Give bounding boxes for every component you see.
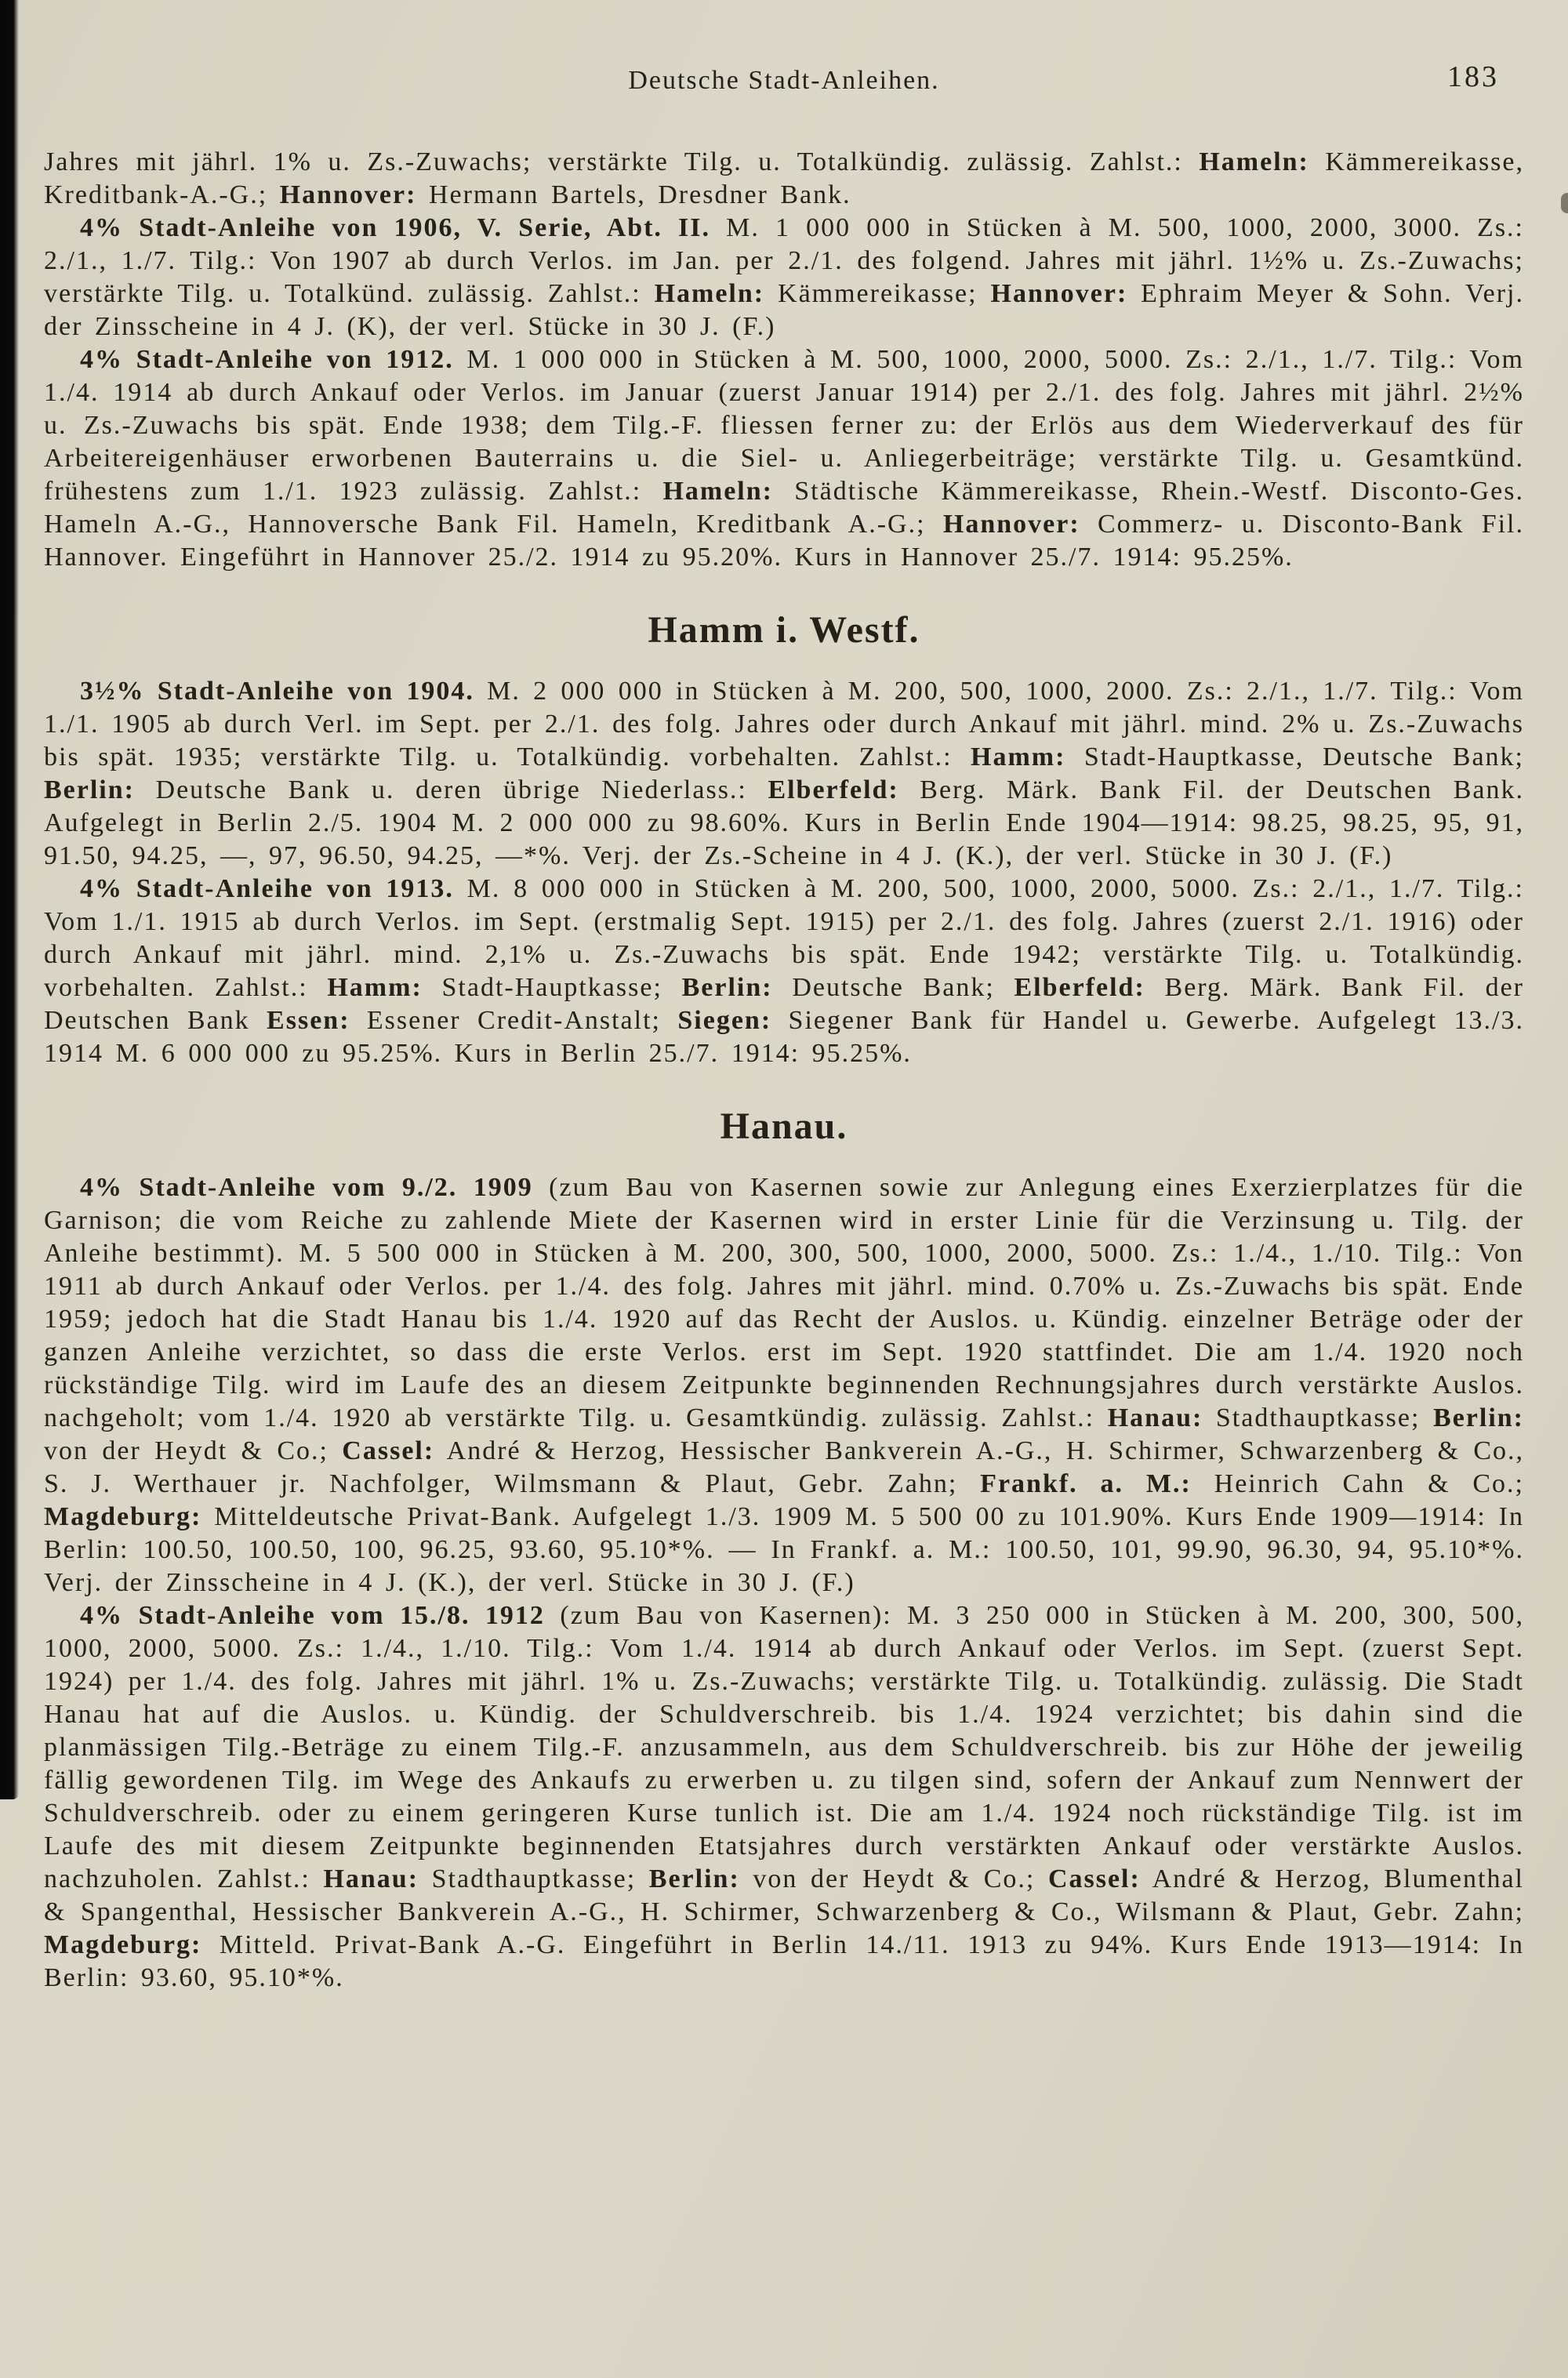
bold-text: Hameln: [662, 477, 773, 506]
heading-hanau: Hanau. [720, 1105, 848, 1147]
scan-speck-artifact [1561, 193, 1568, 213]
text-run: Commerz- u. Disconto-Bank Fil. Hannover. Eingeführt in Hannover 25./2. 1914 zu 95.20%. Kurs in Hannover 25./7. 1914: 95.25%. [44, 510, 1524, 572]
paragraph [44, 212, 1524, 343]
paragraph [44, 343, 1524, 574]
bold-text: Elberfeld: [1014, 973, 1145, 1002]
section-hameln-continued [44, 146, 1524, 574]
scan-edge-artifact [0, 0, 19, 1799]
text-run: Stadt-Hauptkasse, Deutsche Bank; [1065, 742, 1524, 771]
bold-text: Hamm: [971, 742, 1066, 771]
text-run: Siegener Bank für Handel u. Gewerbe. Aufgelegt 13./3. 1914 M. 6 000 000 zu 95.25%. Kurs in Berlin 25./7. 1914: 95.25%. [44, 1006, 1524, 1068]
bold-text: Siegen: [677, 1006, 772, 1035]
bold-text: Hameln: [654, 279, 765, 308]
bold-text: 4% Stadt-Anleihe vom 15./8. 1912 [80, 1601, 545, 1630]
paragraph [44, 1171, 1524, 1599]
text-run: Städtische Kämmereikasse, Rhein.-Westf. Disconto-Ges. Hameln A.-G., Hannoversche Bank Fil. Hameln, Kreditbank A.-G.; [44, 477, 1524, 539]
bold-text: 4% Stadt-Anleihe von 1913. [80, 874, 454, 903]
text-run: André & Herzog, Blumenthal & Spangenthal, Hessischer Bankverein A.-G., H. Schirmer, Schwarzenberg & Co., Wilsmann & Plaut, Gebr. Zahn; [44, 1864, 1524, 1926]
bold-text: 3½% Stadt-Anleihe von 1904. [80, 677, 474, 706]
text-run: Deutsche Bank; [772, 973, 1014, 1002]
text-run: M. 2 000 000 in Stücken à M. 200, 500, 1000, 2000. Zs.: 2./1., 1./7. Tilg.: Vom 1./1. 1905 ab durch Verl. im Sept. per 2./1. des folg. Jahres oder durch Ankauf mit jährl. mind. 2% u. Zs.-Zuwachs bis spät. 1935; verstärkte Tilg. u. Totalkündig. vorbehalten. Zahlst.: [44, 677, 1524, 771]
bold-text: Hannover: [942, 510, 1080, 539]
text-run: Stadthauptkasse; [1203, 1403, 1434, 1432]
text-run: von der Heydt & Co.; [739, 1864, 1048, 1893]
bold-text: Frankf. a. M.: [980, 1469, 1192, 1498]
running-title: Deutsche Stadt-Anleihen. [628, 66, 940, 95]
section-hamm [44, 608, 1524, 1070]
page-header [0, 0, 1568, 118]
bold-text: Hannover: [279, 180, 417, 209]
text-run: Deutsche Bank u. deren übrige Niederlass.: [134, 775, 768, 804]
bold-text: Hameln: [1199, 147, 1309, 176]
text-run: von der Heydt & Co.; [44, 1436, 343, 1465]
page-body [0, 118, 1568, 1995]
text-run: André & Herzog, Hessischer Bankverein A.-G., H. Schirmer, Schwarzenberg & Co., S. J. Werthauer jr. Nachfolger, Wilmsmann & Plaut, Gebr. Zahn; [44, 1436, 1524, 1498]
section-hanau [44, 1105, 1524, 1995]
bold-text: Magdeburg: [44, 1930, 202, 1959]
text-run: Stadt-Hauptkasse; [422, 973, 682, 1002]
bold-text: Berlin: [681, 973, 773, 1002]
text-run: M. 8 000 000 in Stücken à M. 200, 500, 1000, 2000, 5000. Zs.: 2./1., 1./7. Tilg.: Vom 1./1. 1915 ab durch Verlos. im Sept. (erstmalig Sept. 1915) per 2./1. des folg. Jahres (zuerst 2./1. 1916) oder durch Ankauf mit jährl. mind. 2,1% u. Zs.-Zuwachs bis spät. Ende 1942; verstärkte Tilg. u. Totalkündig. vorbehalten. Zahlst.: [44, 874, 1524, 1002]
bold-text: Berlin: [1433, 1403, 1524, 1432]
bold-text: Hanau: [1107, 1403, 1203, 1432]
bold-text: Hannover: [990, 279, 1128, 308]
text-run: Essener Credit-Anstalt; [350, 1006, 678, 1035]
bold-text: 4% Stadt-Anleihe von 1912. [80, 345, 454, 374]
text-run: Ephraim Meyer & Sohn. Verj. der Zinsscheine in 4 J. (K), der verl. Stücke in 30 J. (F.) [44, 279, 1525, 341]
bold-text: Hanau: [323, 1864, 419, 1893]
text-run: Mitteldeutsche Privat-Bank. Aufgelegt 1./3. 1909 M. 5 500 00 zu 101.90%. Kurs Ende 1909—1914: In Berlin: 100.50, 100.50, 100, 96.25, 93.60, 95.10*%. — In Frankf. a. M.: 100.50, 101, 99.90, 96.30, 94, 95.10*%. Verj. der Zinsscheine in 4 J. (K.), der verl. Stücke in 30 J. (F.) [44, 1502, 1524, 1597]
paragraph [44, 146, 1524, 212]
text-run: (zum Bau von Kasernen): M. 3 250 000 in Stücken à M. 200, 300, 500, 1000, 2000, 5000. Zs.: 1./4., 1./10. Tilg.: Vom 1./4. 1914 ab durch Ankauf oder Verlos. im Sept. (zuerst Sept. 1924) per 1./4. des folg. Jahres mit jährl. 1% u. Zs.-Zuwachs; verstärkte Tilg. u. Totalkündig. zulässig. Die Stadt Hanau hat auf die Auslos. u. Kündig. der Schuldverschreib. bis 1./4. 1924 verzichtet; bis dahin sind die planmässigen Tilg.-Beträge zu einem Tilg.-F. anzusammeln, aus dem Schuldverschreib. bis zur Höhe der jeweilig fällig gewordenen Tilg. im Wege des Ankaufs zu erwerben u. zu tilgen sind, sofern der Ankauf zum Nennwert der Schuldverschreib. oder zu einem geringeren Kurse tunlich ist. Die am 1./4. 1924 noch rückständige Tilg. ist im Laufe des mit diesem Zeitpunkte beginnenden Etatsjahres durch verstärkten Ankauf oder verstärkte Auslos. nachzuholen. Zahlst.: [44, 1601, 1524, 1893]
bold-text: Cassel: [342, 1436, 435, 1465]
paragraph [44, 675, 1524, 873]
bold-text: Essen: [267, 1006, 350, 1035]
text-run: Stadthauptkasse; [419, 1864, 649, 1893]
bold-text: 4% Stadt-Anleihe vom 9./2. 1909 [80, 1173, 533, 1202]
bold-text: Magdeburg: [44, 1502, 202, 1531]
text-run: Jahres mit jährl. 1% u. Zs.-Zuwachs; verstärkte Tilg. u. Totalkündig. zulässig. Zahlst.: [44, 147, 1200, 176]
bold-text: Cassel: [1047, 1864, 1141, 1893]
bold-text: Berlin: [648, 1864, 740, 1893]
bold-text: Hamm: [327, 973, 423, 1002]
text-run: Berg. Märk. Bank Fil. der Deutschen Bank. Aufgelegt in Berlin 2./5. 1904 M. 2 000 000 zu 98.60%. Kurs in Berlin Ende 1904—1914: 98.25, 98.25, 95, 91, 91.50, 94.25, —, 97, 96.50, 94.25, —*%. Verj. der Zs.-Scheine in 4 J. (K.), der verl. Stücke in 30 J. (F.) [44, 775, 1524, 870]
bold-text: 4% Stadt-Anleihe von 1906, V. Serie, Abt. II. [80, 213, 711, 242]
text-run: M. 1 000 000 in Stücken à M. 500, 1000, 2000, 5000. Zs.: 2./1., 1./7. Tilg.: Vom 1./4. 1914 ab durch Ankauf oder Verlos. im Januar (zuerst Januar 1914) per 2./1. des folg. Jahres mit jährl. 2½% u. Zs.-Zuwachs bis spät. Ende 1938; dem Tilg.-F. fliessen ferner zu: der Erlös aus dem Wiederverkauf des für Arbeitereigenhäuser erworbenen Bauterrains u. die Siel- u. Anliegerbeiträge; verstärkte Tilg. u. Gesamtkünd. frühestens zum 1./1. 1923 zulässig. Zahlst.: [44, 345, 1525, 506]
text-run: (zum Bau von Kasernen sowie zur Anlegung eines Exerzierplatzes für die Garnison; die vom Reiche zu zahlende Miete der Kasernen wird in erster Linie für die Verzinsung u. Tilg. der Anleihe bestimmt). M. 5 500 000 in Stücken à M. 200, 300, 500, 1000, 2000, 5000. Zs.: 1./4., 1./10. Tilg.: Von 1911 ab durch Ankauf oder Verlos. per 1./4. des folg. Jahres mit jährl. mind. 0.70% u. Zs.-Zuwachs bis spät. Ende 1959; jedoch hat die Stadt Hanau bis 1./4. 1920 auf das Recht der Auslos. u. Kündig. einzelner Beträge oder der ganzen Anleihe verzichtet, so dass die erste Verlos. erst im Sept. 1920 stattfindet. Die am 1./4. 1920 noch rückständige Tilg. wird im Laufe des an diesem Zeitpunkte beginnenden Rechnungsjahres durch verstärkte Auslos. nachgeholt; vom 1./4. 1920 ab verstärkte Tilg. u. Gesamtkündig. zulässig. Zahlst.: [44, 1173, 1525, 1432]
text-run: Kämmereikasse; [764, 279, 991, 308]
text-run: Heinrich Cahn & Co.; [1191, 1469, 1524, 1498]
paragraph [44, 1599, 1524, 1995]
text-run: Mitteld. Privat-Bank A.-G. Eingeführt in Berlin 14./11. 1913 zu 94%. Kurs Ende 1913—1914: In Berlin: 93.60, 95.10*%. [44, 1930, 1524, 1992]
text-run: Berg. Märk. Bank Fil. der Deutschen Bank [44, 973, 1524, 1035]
bold-text: Elberfeld: [768, 775, 899, 804]
bold-text: Berlin: [44, 775, 135, 804]
heading-hamm: Hamm i. Westf. [648, 609, 920, 651]
text-run: M. 1 000 000 in Stücken à M. 500, 1000, 2000, 3000. Zs.: 2./1., 1./7. Tilg.: Von 1907 ab durch Verlos. im Jan. per 2./1. des folgend. Jahres mit jährl. 1½% u. Zs.-Zuwachs; verstärkte Tilg. u. Totalkünd. zulässig. Zahlst.: [44, 213, 1525, 308]
page-number: 183 [1447, 60, 1499, 93]
paragraph [44, 873, 1524, 1070]
text-run: Hermann Bartels, Dresdner Bank. [416, 180, 851, 209]
text-run: Kämmereikasse, Kreditbank-A.-G.; [44, 147, 1524, 209]
